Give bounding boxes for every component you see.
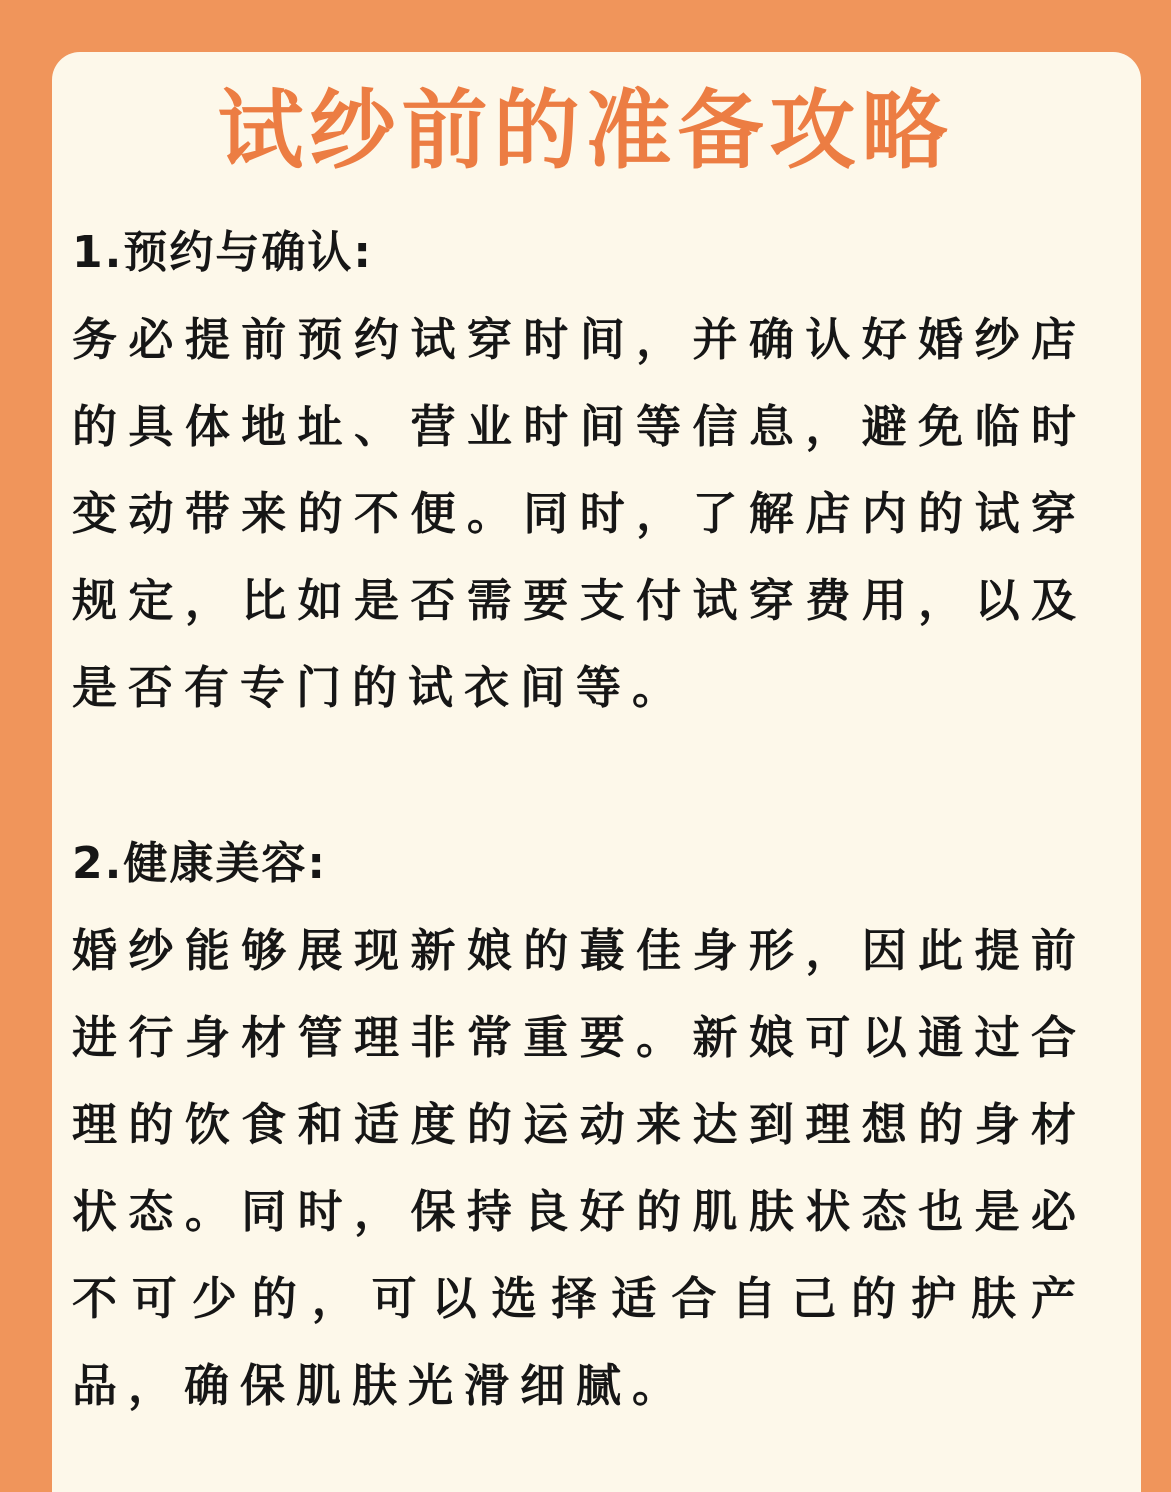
section-heading: 2.健康美容: [72, 838, 327, 889]
section-spacer [72, 731, 1087, 821]
section-booking [72, 210, 1087, 731]
section-paragraph: 务必提前预约试穿时间，并确认好婚纱店的具体地址、营业时间等信息，避免临时变动带来的不便。同时，了解店内的试穿规定，比如是否需要支付试穿费用，以及是否有专门的试衣间等。 [72, 313, 1087, 714]
section-heading: 1.预约与确认: [72, 227, 373, 278]
article-body [72, 210, 1087, 1429]
section-health-beauty [72, 821, 1087, 1429]
page-title: 试纱前的准备攻略 [217, 81, 954, 181]
section-paragraph: 婚纱能够展现新娘的蕞佳身形，因此提前进行身材管理非常重要。新娘可以通过合理的饮食和适度的运动来达到理想的身材状态。同时，保持良好的肌肤状态也是必不可少的，可以选择适合自己的护肤产品，确保肌肤光滑细腻。 [72, 924, 1087, 1412]
